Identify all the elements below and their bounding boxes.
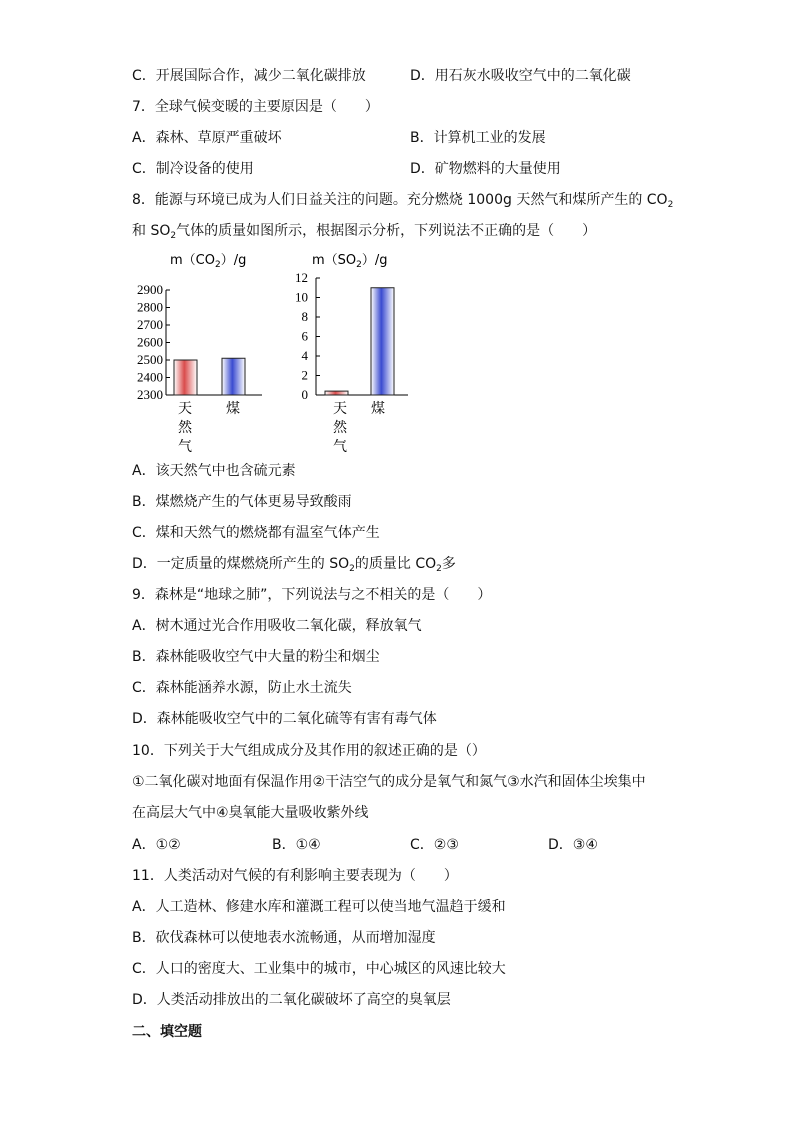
subscript: 2	[667, 200, 674, 210]
y-tick-label: 2300	[137, 387, 163, 402]
category-label: 煤	[371, 401, 385, 417]
y-tick-label: 4	[301, 348, 308, 363]
q10-stem: 10．下列关于大气组成成分及其作用的叙述正确的是（）	[132, 743, 486, 759]
q7-stem: 7．全球气候变暖的主要原因是（ ）	[132, 99, 379, 115]
subscript: 2	[349, 564, 355, 574]
y-axis-label: $m(CO_2)/g$	[170, 253, 247, 270]
y-tick-label: 2900	[137, 282, 163, 297]
q9-stem: 9．森林是“地球之肺”，下列说法与之不相关的是（ ）	[132, 587, 492, 603]
y-tick-label: 2600	[137, 334, 163, 350]
category-label: 然	[333, 420, 347, 436]
q8-option-d-post: 多	[441, 556, 456, 572]
q9-option-d: D．森林能吸收空气中的二氧化硫等有害有毒气体	[132, 711, 437, 727]
category-label: 天	[333, 401, 347, 417]
q8-option-d-pre: D．一定质量的煤燃烧所产生的 SO	[132, 556, 350, 572]
category-label: 气	[178, 439, 192, 455]
q11-stem: 11．人类活动对气候的有利影响主要表现为（ ）	[132, 868, 458, 884]
q8-option-d-mid: 的质量比 CO	[354, 556, 437, 572]
y-tick-label: 12	[295, 270, 308, 285]
section-heading: 二、填空题	[132, 1024, 202, 1040]
q7-option-b: B．计算机工业的发展	[410, 130, 546, 146]
bar-natural-gas	[325, 391, 348, 395]
y-tick-label: 2700	[137, 317, 163, 332]
bar-coal	[222, 358, 245, 395]
prev-option-c: C．开展国际合作，减少二氧化碳排放	[132, 68, 366, 84]
q10-statements-line2: 在高层大气中④臭氧能大量吸收紫外线	[132, 805, 369, 821]
category-label: 煤	[226, 401, 240, 417]
y-tick-label: 10	[295, 289, 308, 305]
y-tick-label: 6	[301, 328, 308, 344]
q9-option-b: B．森林能吸收空气中大量的粉尘和烟尘	[132, 649, 380, 665]
q8-stem-line2-pre: 和 SO	[132, 223, 171, 239]
q7-option-c: C．制冷设备的使用	[132, 161, 254, 177]
q8-stem-line2-post: 气体的质量如图所示，根据图示分析，下列说法不正确的是（ ）	[176, 223, 597, 239]
q9-option-c: C．森林能涵养水源，防止水土流失	[132, 680, 352, 696]
subscript: 2	[170, 231, 177, 241]
y-tick-label: 2400	[137, 369, 163, 385]
q9-option-a: A．树木通过光合作用吸收二氧化碳，释放氧气	[132, 618, 422, 634]
q7-option-d: D．矿物燃料的大量使用	[410, 161, 561, 177]
q10-statements-line1: ①二氧化碳对地面有保温作用②干洁空气的成分是氧气和氮气③水汽和固体尘埃集中	[132, 774, 646, 790]
q10-option-b: B．①④	[272, 837, 321, 853]
y-tick-label: 0	[301, 387, 308, 402]
y-tick-label: 2	[301, 367, 308, 383]
y-tick-label: 8	[301, 309, 308, 324]
bar-natural-gas	[174, 360, 197, 395]
category-label: 然	[178, 420, 192, 436]
y-tick-label: 2500	[137, 352, 163, 367]
q11-option-a: A．人工造林、修建水库和灌溉工程可以使当地气温趋于缓和	[132, 899, 506, 915]
q8-option-a: A．该天然气中也含硫元素	[132, 463, 296, 479]
q7-option-a: A．森林、草原严重破坏	[132, 130, 282, 146]
q11-option-c: C．人口的密度大、工业集中的城市，中心城区的风速比较大	[132, 961, 506, 977]
q8-charts	[0, 244, 794, 459]
q8-stem-line1	[132, 190, 673, 215]
y-tick-label: 2800	[137, 299, 163, 315]
q8-option-d	[132, 554, 456, 579]
q8-option-b: B．煤燃烧产生的气体更易导致酸雨	[132, 494, 352, 510]
q8-option-c: C．煤和天然气的燃烧都有温室气体产生	[132, 525, 380, 541]
category-label: 气	[333, 439, 347, 455]
y-axis-label: $m(SO_2)/g$	[312, 253, 388, 270]
category-label: 天	[178, 401, 192, 417]
q10-option-a: A．①②	[132, 837, 181, 853]
bar-coal	[371, 288, 394, 395]
q10-option-d: D．③④	[548, 837, 598, 853]
prev-option-d: D．用石灰水吸收空气中的二氧化碳	[410, 68, 631, 84]
q8-stem-line1-text: 8．能源与环境已成为人们日益关注的问题。充分燃烧 1000g 天然气和煤所产生的 CO	[132, 192, 668, 208]
q11-option-b: B．砍伐森林可以使地表水流畅通，从而增加湿度	[132, 930, 436, 946]
subscript: 2	[436, 564, 442, 574]
q10-option-c: C．②③	[410, 837, 459, 853]
q11-option-d: D．人类活动排放出的二氧化碳破坏了高空的臭氧层	[132, 992, 451, 1008]
q8-stem-line2	[132, 221, 596, 246]
